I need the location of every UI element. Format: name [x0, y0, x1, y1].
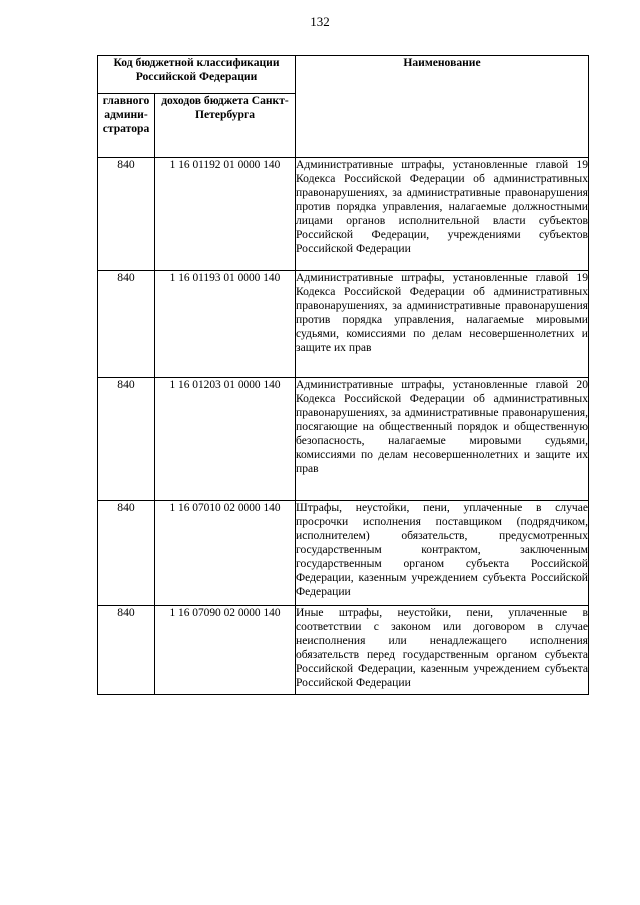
header-name: Наименование	[296, 56, 589, 158]
page-number: 132	[310, 14, 330, 29]
budget-classification-table	[97, 55, 589, 695]
header-revenue-code: доходов бюджета Санкт-Петербурга	[155, 94, 296, 158]
admin-code-cell: 840	[98, 271, 155, 378]
revenue-name-cell: Штрафы, неустойки, пени, уплаченные в случае просрочки исполнения поставщиком (подрядчиком, исполнителем) обязательств, предусмотренных государственным контрактом, заключенным государственным органом субъекта Российской Федерации, казенным учреждением субъекта Российской Федерации	[296, 501, 589, 606]
revenue-name-cell: Административные штрафы, установленные главой 19 Кодекса Российской Федерации об административных правонарушениях, за административные правонарушения против порядка управления, налагаемые мировыми судьями, комиссиями по делам несовершеннолетних и защите их прав	[296, 271, 589, 378]
table-row	[98, 271, 589, 378]
revenue-code-cell: 1 16 07010 02 0000 140	[155, 501, 296, 606]
revenue-name-cell: Административные штрафы, установленные главой 19 Кодекса Российской Федерации об административных правонарушениях, за административные правонарушения против порядка управления, налагаемые должностными лицами органов исполнительной власти субъектов Российской Федерации, учреждениями субъектов Российской Федерации	[296, 158, 589, 271]
table-row	[98, 378, 589, 501]
admin-code-cell: 840	[98, 606, 155, 695]
admin-code-cell: 840	[98, 501, 155, 606]
revenue-code-cell: 1 16 01192 01 0000 140	[155, 158, 296, 271]
header-budget-classification-code: Код бюджетной классификации Российской Федерации	[98, 56, 296, 94]
admin-code-cell: 840	[98, 378, 155, 501]
revenue-name-cell: Административные штрафы, установленные главой 20 Кодекса Российской Федерации об административных правонарушениях, за административные правонарушения, посягающие на общественный порядок и общественную безопасность, налагаемые мировыми судьями, комиссиями по делам несовершеннолетних и защите их прав	[296, 378, 589, 501]
table-row	[98, 158, 589, 271]
header-chief-administrator: главного админи-стратора	[98, 94, 155, 158]
table-row	[98, 606, 589, 695]
admin-code-cell: 840	[98, 158, 155, 271]
table-row	[98, 501, 589, 606]
revenue-name-cell: Иные штрафы, неустойки, пени, уплаченные в соответствии с законом или договором в случае неисполнения или ненадлежащего исполнения обязательств перед государственным органом субъекта Российской Федерации, казенным учреждением субъекта Российской Федерации	[296, 606, 589, 695]
revenue-code-cell: 1 16 01193 01 0000 140	[155, 271, 296, 378]
revenue-code-cell: 1 16 01203 01 0000 140	[155, 378, 296, 501]
revenue-code-cell: 1 16 07090 02 0000 140	[155, 606, 296, 695]
